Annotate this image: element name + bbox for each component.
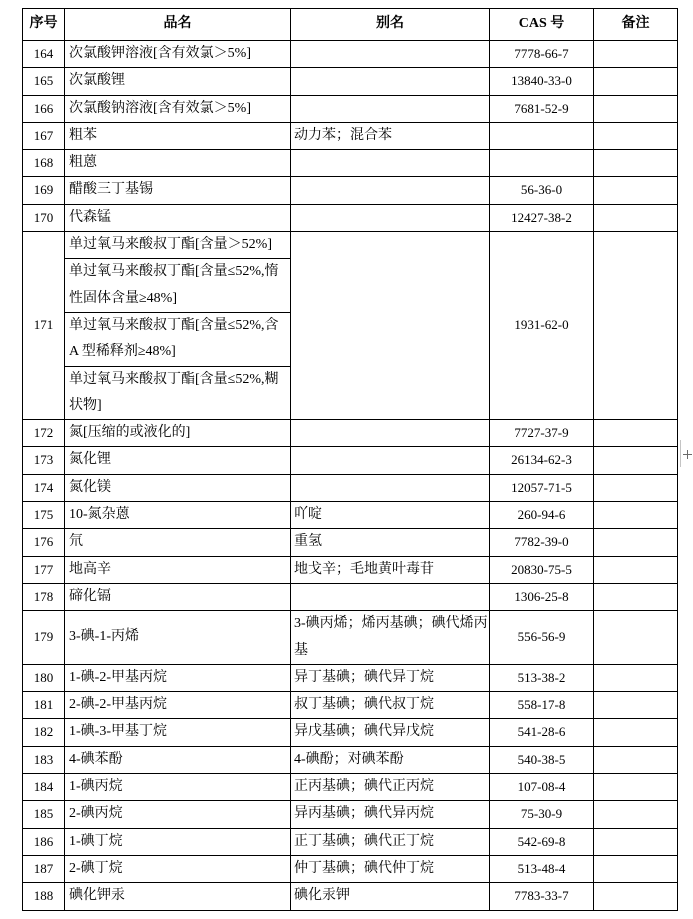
cell-no: 172 [23,420,65,447]
table-row [23,447,678,474]
cell-no: 173 [23,447,65,474]
table-row [23,855,678,882]
cell-cas: 7782-39-0 [490,529,594,556]
table-row [23,420,678,447]
cell-alias: 碘化汞钾 [291,883,490,910]
table-row [23,556,678,583]
cell-name: 代森锰 [65,204,291,231]
cell-no: 176 [23,529,65,556]
cell-remark [594,68,678,95]
cell-no: 170 [23,204,65,231]
insert-row-button[interactable] [680,440,692,467]
cell-cas: 556-56-9 [490,611,594,665]
cell-remark [594,828,678,855]
cell-name: 次氯酸钠溶液[含有效氯＞5%] [65,95,291,122]
table-row [23,150,678,177]
cell-cas: 513-38-2 [490,664,594,691]
cell-remark [594,692,678,719]
table-row [23,122,678,149]
cell-cas: 56-36-0 [490,177,594,204]
cell-no: 186 [23,828,65,855]
cell-remark [594,232,678,420]
cell-cas: 542-69-8 [490,828,594,855]
cell-name: 粗苯 [65,122,291,149]
header-row [23,9,678,41]
cell-remark [594,746,678,773]
table-row [23,746,678,773]
cell-no: 181 [23,692,65,719]
cell-alias [291,68,490,95]
cell-cas: 260-94-6 [490,502,594,529]
cell-name: 3-碘-1-丙烯 [65,611,291,665]
cell-name: 单过氧马来酸叔丁酯[含量＞52%] [65,232,291,259]
cell-remark [594,95,678,122]
cell-alias: 吖啶 [291,502,490,529]
cell-remark [594,502,678,529]
insert-row-guide [680,440,681,467]
cell-no: 188 [23,883,65,910]
table-row [23,719,678,746]
cell-no: 177 [23,556,65,583]
cell-name: 2-碘-2-甲基丙烷 [65,692,291,719]
cell-cas [490,150,594,177]
cell-name: 单过氧马来酸叔丁酯[含量≤52%,含A 型稀释剂≥48%] [65,312,291,366]
cell-alias: 叔丁基碘；碘代叔丁烷 [291,692,490,719]
cell-name: 氮化锂 [65,447,291,474]
table-row [23,204,678,231]
cell-alias [291,204,490,231]
cell-no: 182 [23,719,65,746]
plus-icon[interactable] [683,450,692,459]
cell-cas: 541-28-6 [490,719,594,746]
cell-no: 175 [23,502,65,529]
cell-remark [594,204,678,231]
header-cas: CAS 号 [490,9,594,41]
header-alias: 别名 [291,9,490,41]
cell-name: 氮化镁 [65,474,291,501]
table-row [23,68,678,95]
table-row [23,692,678,719]
cell-cas: 7783-33-7 [490,883,594,910]
cell-remark [594,611,678,665]
cell-cas: 1931-62-0 [490,232,594,420]
cell-no: 178 [23,583,65,610]
cell-name: 1-碘-3-甲基丁烷 [65,719,291,746]
table-row [23,774,678,801]
cell-alias: 4-碘酚；对碘苯酚 [291,746,490,773]
cell-name: 1-碘-2-甲基丙烷 [65,664,291,691]
cell-alias: 正丁基碘；碘代正丁烷 [291,828,490,855]
cell-remark [594,420,678,447]
cell-remark [594,801,678,828]
cell-no: 179 [23,611,65,665]
cell-name: 单过氧马来酸叔丁酯[含量≤52%,糊状物] [65,366,291,420]
cell-cas [490,122,594,149]
cell-name: 1-碘丁烷 [65,828,291,855]
cell-remark [594,774,678,801]
cell-remark [594,529,678,556]
table-row [23,41,678,68]
cell-remark [594,447,678,474]
cell-no: 180 [23,664,65,691]
cell-alias: 3-碘丙烯；烯丙基碘；碘代烯丙基 [291,611,490,665]
cell-no: 167 [23,122,65,149]
cell-cas: 75-30-9 [490,801,594,828]
cell-alias [291,150,490,177]
cell-cas: 1306-25-8 [490,583,594,610]
table-row [23,95,678,122]
table-row [23,883,678,910]
cell-remark [594,150,678,177]
header-remark: 备注 [594,9,678,41]
cell-cas: 7778-66-7 [490,41,594,68]
cell-remark [594,122,678,149]
cell-alias: 地戈辛；毛地黄叶毒苷 [291,556,490,583]
cell-no: 185 [23,801,65,828]
header-no: 序号 [23,9,65,41]
table-row [23,232,678,259]
table-row [23,611,678,665]
cell-name: 单过氧马来酸叔丁酯[含量≤52%,惰性固体含量≥48%] [65,259,291,313]
cell-no: 183 [23,746,65,773]
cell-cas: 513-48-4 [490,855,594,882]
cell-remark [594,719,678,746]
cell-no: 165 [23,68,65,95]
cell-cas: 558-17-8 [490,692,594,719]
cell-alias [291,583,490,610]
cell-alias: 异丙基碘；碘代异丙烷 [291,801,490,828]
cell-cas: 20830-75-5 [490,556,594,583]
cell-alias: 动力苯；混合苯 [291,122,490,149]
table-row [23,664,678,691]
table-row [23,529,678,556]
cell-no: 168 [23,150,65,177]
header-name: 品名 [65,9,291,41]
cell-no: 187 [23,855,65,882]
cell-remark [594,583,678,610]
cell-name: 10-氮杂蒽 [65,502,291,529]
cell-alias: 异丁基碘；碘代异丁烷 [291,664,490,691]
cell-name: 2-碘丙烷 [65,801,291,828]
cell-remark [594,474,678,501]
cell-cas: 540-38-5 [490,746,594,773]
cell-alias [291,41,490,68]
cell-alias [291,420,490,447]
cell-name: 碘化钾汞 [65,883,291,910]
table-row [23,801,678,828]
cell-name: 次氯酸钾溶液[含有效氯＞5%] [65,41,291,68]
cell-remark [594,41,678,68]
cell-alias [291,474,490,501]
table-row [23,583,678,610]
cell-alias [291,177,490,204]
cell-cas: 12427-38-2 [490,204,594,231]
cell-name: 粗蒽 [65,150,291,177]
cell-cas: 7681-52-9 [490,95,594,122]
cell-cas: 107-08-4 [490,774,594,801]
cell-name: 碲化镉 [65,583,291,610]
cell-name: 2-碘丁烷 [65,855,291,882]
cell-alias: 仲丁基碘；碘代仲丁烷 [291,855,490,882]
cell-no: 166 [23,95,65,122]
table-row [23,828,678,855]
cell-no: 171 [23,232,65,420]
cell-alias: 异戊基碘；碘代异戊烷 [291,719,490,746]
cell-cas: 13840-33-0 [490,68,594,95]
cell-remark [594,556,678,583]
cell-name: 醋酸三丁基锡 [65,177,291,204]
cell-no: 184 [23,774,65,801]
cell-cas: 12057-71-5 [490,474,594,501]
cell-alias [291,447,490,474]
cell-alias: 正丙基碘；碘代正丙烷 [291,774,490,801]
cell-no: 169 [23,177,65,204]
cell-remark [594,177,678,204]
table-row [23,502,678,529]
table-row [23,177,678,204]
cell-name: 氮[压缩的或液化的] [65,420,291,447]
cell-no: 164 [23,41,65,68]
cell-alias [291,95,490,122]
cell-cas: 7727-37-9 [490,420,594,447]
cell-cas: 26134-62-3 [490,447,594,474]
chemical-table [22,8,678,911]
cell-alias: 重氢 [291,529,490,556]
cell-remark [594,664,678,691]
cell-no: 174 [23,474,65,501]
cell-name: 次氯酸锂 [65,68,291,95]
cell-remark [594,855,678,882]
cell-name: 4-碘苯酚 [65,746,291,773]
cell-name: 氘 [65,529,291,556]
cell-name: 1-碘丙烷 [65,774,291,801]
table-row [23,474,678,501]
cell-alias [291,232,490,420]
cell-remark [594,883,678,910]
cell-name: 地高辛 [65,556,291,583]
